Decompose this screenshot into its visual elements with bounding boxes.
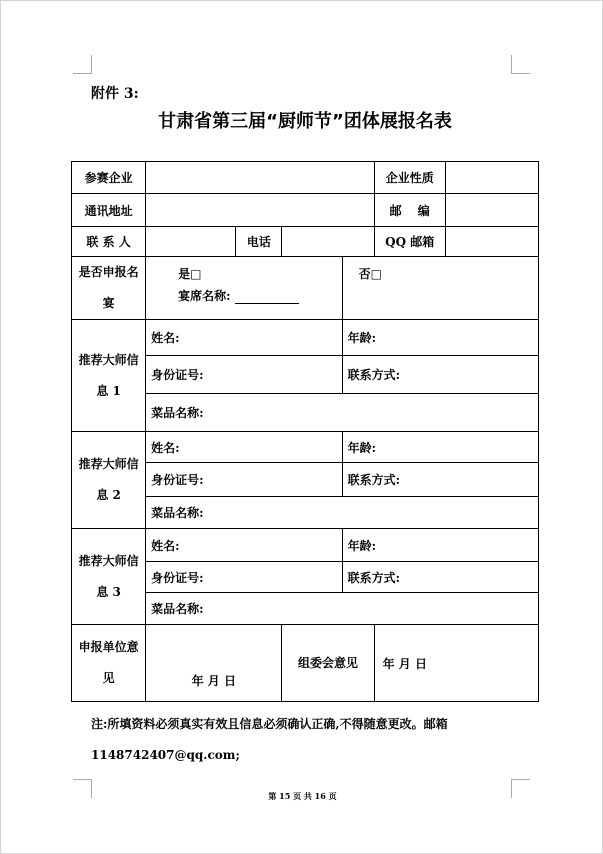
- annex-label: 附件 3:: [91, 86, 139, 102]
- master-3-label: 推荐大师信息 3: [72, 529, 146, 625]
- committee-opinion-date: 年 月 日: [382, 656, 427, 671]
- unit-opinion-field[interactable]: [146, 625, 282, 702]
- master-3-name[interactable]: 姓名:: [146, 529, 342, 562]
- banquet-no-cell: [342, 257, 538, 320]
- master-3-contact[interactable]: 联系方式:: [342, 562, 538, 593]
- opinion-row: [72, 625, 539, 702]
- company-label: 参赛企业: [72, 162, 146, 194]
- master-2-id[interactable]: 身份证号:: [146, 463, 342, 497]
- crop-mark-top-left: [73, 55, 92, 74]
- master-1-id[interactable]: 身份证号:: [146, 356, 342, 394]
- banquet-yes-option[interactable]: 是□: [178, 267, 202, 281]
- registration-form-table: [71, 161, 539, 702]
- form-note: 注:所填资料必须真实有效且信息必须确认正确,不得随意更改。邮箱 1148742407@qq.com;: [91, 717, 448, 762]
- banquet-yes-cell: [146, 257, 342, 320]
- master-2-age[interactable]: 年龄:: [342, 432, 538, 463]
- master-2-dish[interactable]: 菜品名称:: [146, 497, 539, 529]
- page-number-footer: 第 15 页 共 16 页: [268, 791, 337, 801]
- master-3-dish[interactable]: 菜品名称:: [146, 593, 539, 625]
- banquet-row: [72, 257, 539, 320]
- page-title: 甘肃省第三届“厨师节”团体展报名表: [158, 111, 452, 132]
- master-2-label: 推荐大师信息 2: [72, 432, 146, 529]
- qq-email-label: QQ 邮箱: [374, 227, 445, 257]
- master-1-age[interactable]: 年龄:: [342, 320, 538, 356]
- master-3-name-row: [72, 529, 539, 562]
- unit-opinion-label: 申报单位意见: [72, 625, 146, 702]
- address-row: [72, 194, 539, 227]
- contact-label: 联 系 人: [72, 227, 146, 257]
- master-2-name[interactable]: 姓名:: [146, 432, 342, 463]
- master-3-age[interactable]: 年龄:: [342, 529, 538, 562]
- contact-row: [72, 227, 539, 257]
- company-row: [72, 162, 539, 194]
- phone-field[interactable]: [282, 227, 374, 257]
- address-field[interactable]: [146, 194, 374, 227]
- master-1-contact[interactable]: 联系方式:: [342, 356, 538, 394]
- qq-email-field[interactable]: [445, 227, 538, 257]
- master-1-name-row: [72, 320, 539, 356]
- master-3-id[interactable]: 身份证号:: [146, 562, 342, 593]
- address-label: 通讯地址: [72, 194, 146, 227]
- master-2-name-row: [72, 432, 539, 463]
- banquet-name-field[interactable]: [235, 291, 299, 304]
- banquet-label: 是否申报名宴: [72, 257, 146, 320]
- master-1-name[interactable]: 姓名:: [146, 320, 342, 356]
- master-2-contact[interactable]: 联系方式:: [342, 463, 538, 497]
- committee-opinion-field[interactable]: [374, 625, 538, 702]
- master-1-label: 推荐大师信息 1: [72, 320, 146, 432]
- banquet-no-option[interactable]: 否□: [358, 267, 382, 281]
- company-field[interactable]: [146, 162, 374, 194]
- unit-opinion-date: 年 月 日: [191, 674, 236, 688]
- committee-opinion-label: 组委会意见: [282, 625, 374, 702]
- phone-label: 电话: [236, 227, 282, 257]
- banquet-name-label: 宴席名称:: [178, 289, 231, 303]
- postcode-label: 邮 编: [374, 194, 445, 227]
- crop-mark-top-right: [511, 55, 530, 74]
- nature-label: 企业性质: [374, 162, 445, 194]
- master-1-dish[interactable]: 菜品名称:: [146, 394, 539, 432]
- nature-field[interactable]: [445, 162, 538, 194]
- contact-field[interactable]: [146, 227, 236, 257]
- postcode-field[interactable]: [445, 194, 538, 227]
